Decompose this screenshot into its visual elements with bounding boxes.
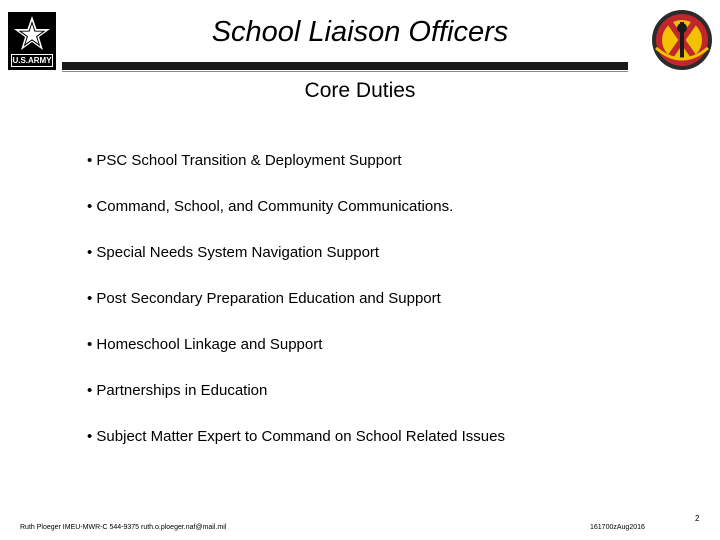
- header-divider-thin: [62, 71, 628, 72]
- bullet-item: • Homeschool Linkage and Support: [87, 336, 323, 353]
- bullet-item: • Post Secondary Preparation Education and Support: [87, 290, 441, 307]
- unit-crest-logo: [650, 8, 714, 72]
- slide-title: School Liaison Officers: [211, 16, 509, 48]
- us-army-logo: [8, 12, 56, 70]
- footer-contact: Ruth Ploeger IMEU-MWR-C 544-9375 ruth.o.ploeger.naf@mail.mil: [20, 524, 227, 531]
- bullet-item: • Subject Matter Expert to Command on School Related Issues: [87, 428, 505, 445]
- bullet-item: • Special Needs System Navigation Support: [87, 244, 380, 261]
- bullet-item: • Partnerships in Education: [87, 382, 268, 399]
- bullet-item: • Command, School, and Community Communications.: [87, 198, 454, 215]
- header-divider: [62, 62, 628, 70]
- us-army-wordmark: U.S.ARMY: [12, 56, 52, 65]
- page-number: 2: [695, 514, 700, 523]
- slide-subtitle: Core Duties: [304, 79, 416, 102]
- bullet-item: • PSC School Transition & Deployment Support: [87, 152, 402, 169]
- army-star-icon: [8, 12, 56, 56]
- crest-icon: [650, 8, 714, 72]
- core-duties-list: [87, 150, 505, 472]
- footer-date-code: 161700zAug2016: [590, 524, 645, 531]
